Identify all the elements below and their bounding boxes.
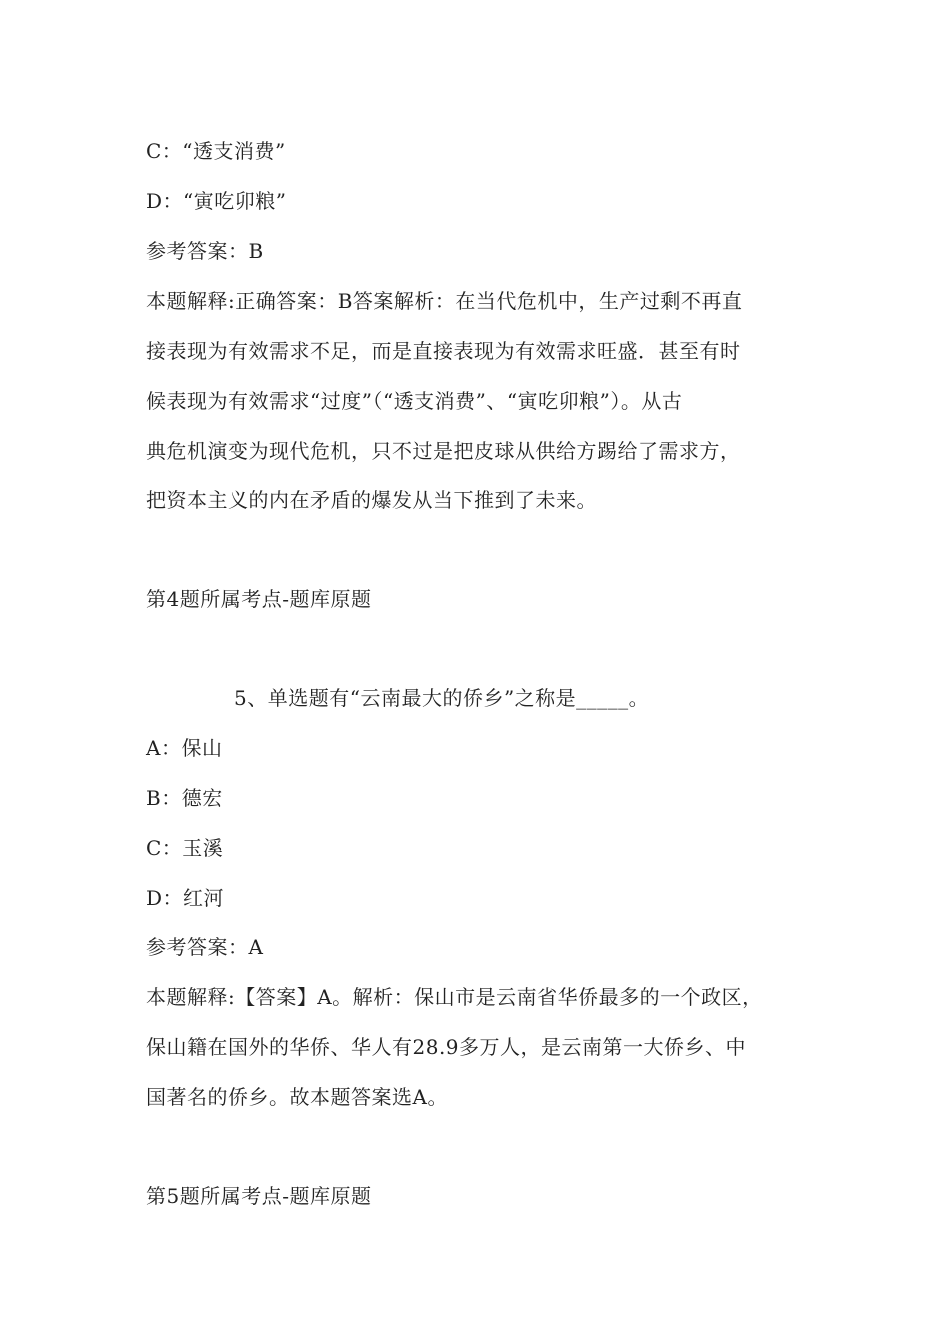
- q4-explanation-line: 本题解释:正确答案：B答案解析：在当代危机中，生产过剩不再直: [146, 289, 743, 313]
- q5-option-d: D：红河: [146, 886, 225, 910]
- q5-explanation-line: 本题解释:【答案】A。解析：保山市是云南省华侨最多的一个政区，: [146, 985, 763, 1009]
- q4-explanation-line: 典危机演变为现代危机，只不过是把皮球从供给方踢给了需求方，: [146, 439, 741, 463]
- q5-category: 第5题所属考点-题库原题: [146, 1184, 372, 1208]
- q4-explanation-line: 把资本主义的内在矛盾的爆发从当下推到了未来。: [146, 488, 597, 512]
- q5-explanation-line: 国著名的侨乡。故本题答案选A。: [146, 1085, 448, 1109]
- q5-question: 5、单选题有“云南最大的侨乡”之称是_____。: [234, 686, 650, 710]
- q5-option-c: C：玉溪: [146, 836, 224, 860]
- q4-explanation-line: 接表现为有效需求不足，而是直接表现为有效需求旺盛．甚至有时: [146, 339, 741, 363]
- q4-explanation-line: 候表现为有效需求“过度”（“透支消费”、“寅吃卯粮”）。从古: [146, 389, 683, 413]
- q5-option-a: A：保山: [146, 736, 223, 760]
- q5-answer: 参考答案：A: [146, 935, 264, 959]
- q5-explanation-line: 保山籍在国外的华侨、华人有28.9多万人，是云南第一大侨乡、中: [146, 1035, 747, 1059]
- q4-option-c: C：“透支消费”: [146, 139, 286, 163]
- q5-option-b: B：德宏: [146, 786, 223, 810]
- q4-answer: 参考答案：B: [146, 239, 264, 263]
- q4-option-d: D：“寅吃卯粮”: [146, 189, 287, 213]
- q4-category: 第4题所属考点-题库原题: [146, 587, 372, 611]
